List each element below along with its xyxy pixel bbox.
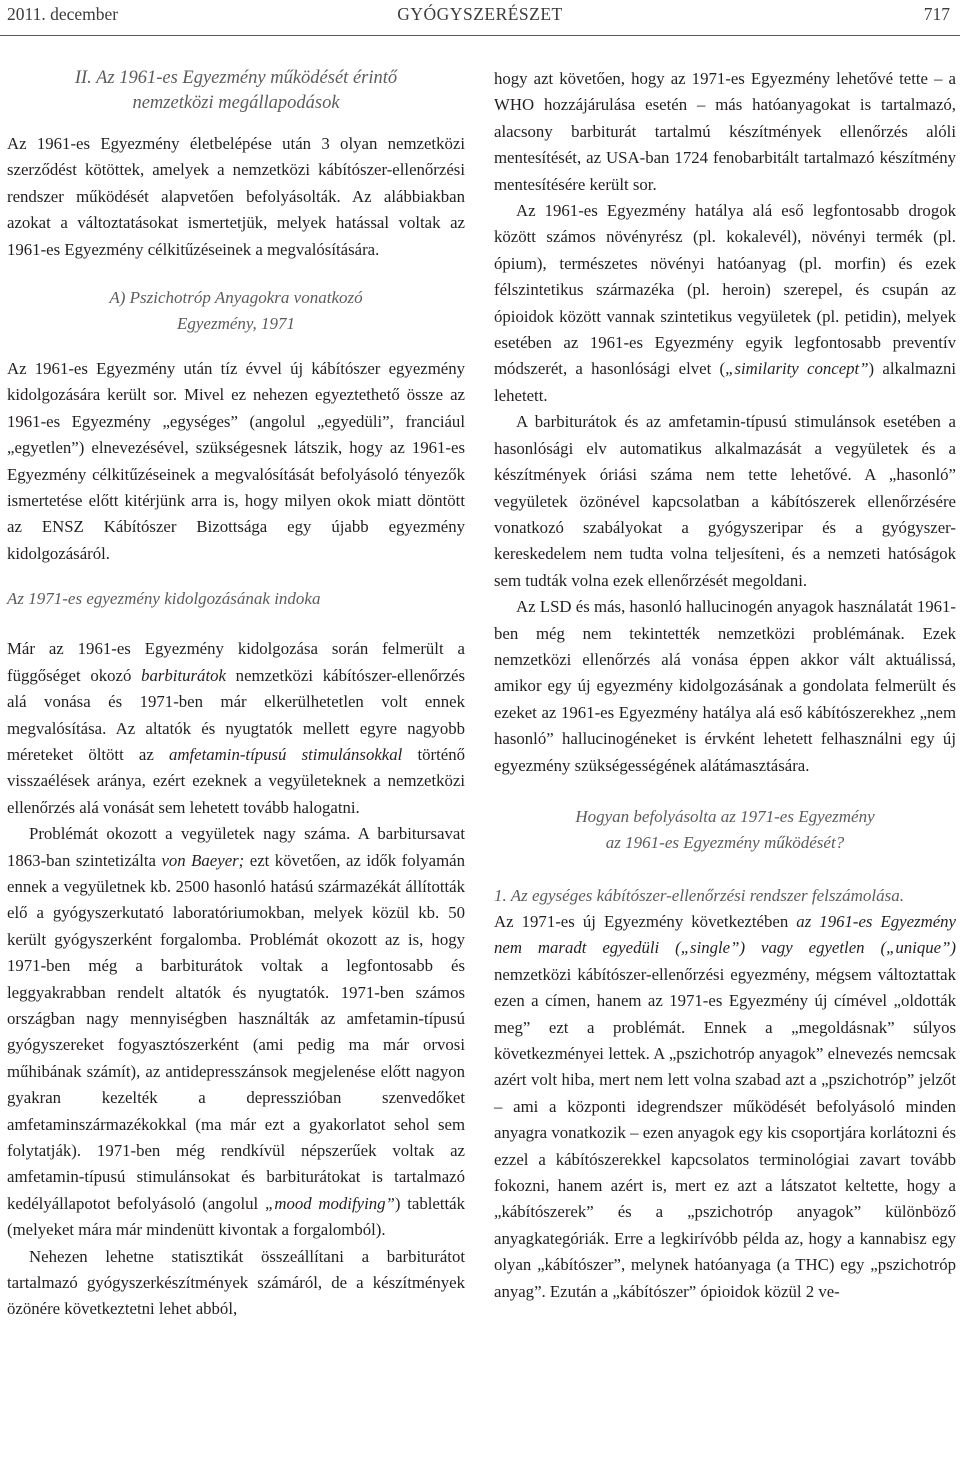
paragraph-usa-exemption: hogy azt követően, hogy az 1971-es Egyezmény lehetővé tette – a WHO hozzájárulása esetén – más hatóanyagokat is tartalmazó, alacsony barbiturát tartalmú készítmények ellenőrzés alóli mentesítését, az USA-ban 1724 fenobarbitált tartalmazó készítmény mentesítésére került sor.: [494, 69, 956, 194]
paragraph-barbiturates: Már az 1961-es Egyezmény kidolgozása során felmerült a függőséget okozó barbiturátok nemzetközi kábítószer-ellenőrzés alá vonása és 1971-ben már elkerülhetetlen volt ennek megvalósítása. Az altatók és nyugtatók mellett egyre nagyobb méreteket öltött az amfetamin-típusú stimulánsokkal történő visszaélések aránya, ezért ezeknek a vegyületeknek a nemzetközi ellenőrzés alá vonását sem lehetett tovább halogatni.: [7, 639, 465, 817]
page-number: 717: [923, 4, 950, 24]
running-header: [0, 0, 960, 34]
subsection-title-1: 1. Az egységes kábítószer-ellenőrzési rendszer felszámolása.: [494, 885, 904, 905]
left-column: [7, 66, 465, 1323]
paragraph-1971-convention: Az 1961-es Egyezmény után tíz évvel új kábítószer egyezmény kidolgozására került sor. Mivel ez nehezen egyeztethető össze az 1961-es Egyezmény „egységes” (angolul „egyedüli”, franciául „egyetlen”) elnevezésével, szükségesnek látszik, hogy az 1961-es Egyezmény célkitűzéseinek a megvalósítását befolyásoló tényezők ismertetése előtt kitérjünk arra is, hogy milyen okok miatt döntött az ENSZ Kábítószer Bizottsága egy újabb egyezmény kidolgozásáról.: [7, 359, 465, 563]
subsection-title-reasons: Az 1971-es egyezmény kidolgozásának indoka: [7, 589, 321, 609]
paragraph-unified-system: Az 1971-es új Egyezmény következtében az 1961-es Egyezmény nem maradt egyedüli („single”) vagy egyetlen („unique”) nemzetközi kábítószer-ellenőrzési egyezmény, mégsem változtattak ezen a címen, hanem az 1971-es Egyezmény új címével „oldották meg” ezt a problémát. Ennek a „megoldásnak” súlyos következményei lettek. A „pszichotróp anyagok” elnevezés nemcsak azért volt hiba, mert nem lett volna szabad azt a „pszichotróp” jelzőt – ami a központi idegrendszer működését befolyásoló minden anyagra vonatkozik – ezen anyagok egy kis csoportjára korlátozni és ezzel a kábítószerekkel kapcsolatos terminológiai zavart tovább fokozni, hanem azért is, mert ez azt a látszatot keltette, hogy a „kábítószerek” és a „pszichotróp anyagok” különböző anyagkategóriák. Erre a legkirívóbb példa az, hogy a kannabisz egy olyan „kábítószer”, melynek hatóanyaga (a THC) egy „pszichotróp anyag”. Ezután a „kábítószer” ópioidok közül 2 ve-: [494, 911, 956, 1301]
subsection-title-a-line-2: Egyezmény, 1971: [176, 314, 296, 334]
section-title-influence-line-2: az 1961-es Egyezmény működését?: [605, 832, 845, 852]
paragraph-statistics: Nehezen lehetne statisztikát összeállítani a barbiturátot tartalmazó gyógyszerkészítmények számáról, de a készítmények özönére következtetni lehet abból,: [7, 1246, 465, 1319]
section-title-line-1: II. Az 1961-es Egyezmény működését érintő: [74, 68, 398, 88]
section-title-line-2: nemzetközi megállapodások: [132, 93, 340, 113]
issue-date: 2011. december: [7, 4, 119, 24]
paragraph-automatic-application: A barbiturátok és az amfetamin-típusú stimulánsok esetében a hasonlósági elv automatikus alkalmazását a vegyületek és a készítmények óriási száma nem tette lehetővé. A „hasonló” vegyületek özönével kapcsolatban a kábítószerek ellenőrzésére vonatkozó szabályokat a gyógyszeripar és a gyógyszer-kereskedelem nem tudta volna teljesíteni, és a nemzeti hatóságok sem tudták volna ezek ellenőrzését megoldani.: [494, 412, 956, 590]
section-title-influence-line-1: Hogyan befolyásolta az 1971-es Egyezmény: [575, 806, 875, 826]
paragraph-intro: Az 1961-es Egyezmény életbelépése után 3 olyan nemzetközi szerződést kötöttek, amelyek a nemzetközi kábítószer-ellenőrzési rendszer működését alapvetően befolyásolták. Az alábbiakban azokat a változtatásokat ismertetjük, melyek hatással voltak az 1961-es Egyezmény célkitűzéseinek a megvalósítására.: [7, 134, 465, 259]
journal-title: GYÓGYSZERÉSZET: [397, 4, 563, 24]
paragraph-lsd: Az LSD és más, hasonló hallucinogén anyagok használatát 1961-ben még nem tekintették nemzetközi problémának. Ezek nemzetközi ellenőrzés alá vonása éppen akkor vált aktuálissá, amikor egy új egyezmény kidolgozásának a gondolata felmerült és ezeket az 1961-es Egyezmény hatálya alá eső kábítószerekhez „nem hasonló” hallucinogéneket is érvként lehetett felhasználni egy új egyezmény szükségességének alátámasztására.: [494, 597, 956, 775]
paragraph-similarity: Az 1961-es Egyezmény hatálya alá eső legfontosabb drogok között számos növényrész (pl. kokalevél), növényi termék (pl. ópium), természetes növényi hatóanyag (pl. morfin) és ezek félszintetikus származéka (pl. heroin) szerepel, és csupán az ópioidok között vannak szintetikus vegyületek (pl. petidin), melyek esetében az 1961-es Egyezmény egyik legfontosabb preventív módszerét, a hasonlósági elvet („similarity concept”) alkalmazni lehetett.: [494, 201, 956, 405]
section-title-influence: [494, 804, 956, 856]
subsection-title-a-line-1: A) Pszichotróp Anyagokra vonatkozó: [109, 288, 363, 308]
section-title: [7, 66, 465, 116]
paragraph-compound-count: Problémát okozott a vegyületek nagy száma. A barbitursavat 1863-ban szintetizálta von Baeyer; ezt követően, az idők folyamán ennek a vegyületnek kb. 2500 hasonló hatású származékát állították elő a gyógyszerkutató laboratóriumokban, melyek közül kb. 50 került gyógyszerként forgalomba. Problémát okozott az is, hogy 1971-ben még a barbiturátok voltak a legfontosabb és leggyakrabban rendelt altatók és nyugtatók. 1971-ben számos országban nagy mennyiségben használták az amfetamin-típusú gyógyszereket fogyasztószerként (ami pedig ma már orvosi műhibának számít), az antidepresszánsok megjelenése előtt nagyon gyakran kezelték a depresszióban szenvedőket amfetaminszármazékokkal (ma már ezt a gyakorlatot sehol sem folytatják). 1971-ben még rendkívül népszerűek voltak az amfetamin-típusú stimulánsokat és barbiturátokat is tartalmazó kedélyállapotot befolyásoló (angolul „mood modifying”) tabletták (melyeket mára már mindenütt kivontak a forgalomból).: [7, 824, 465, 1240]
right-column: [494, 66, 956, 1305]
header-rule: [0, 35, 960, 36]
subsection-title-a: [7, 285, 465, 337]
